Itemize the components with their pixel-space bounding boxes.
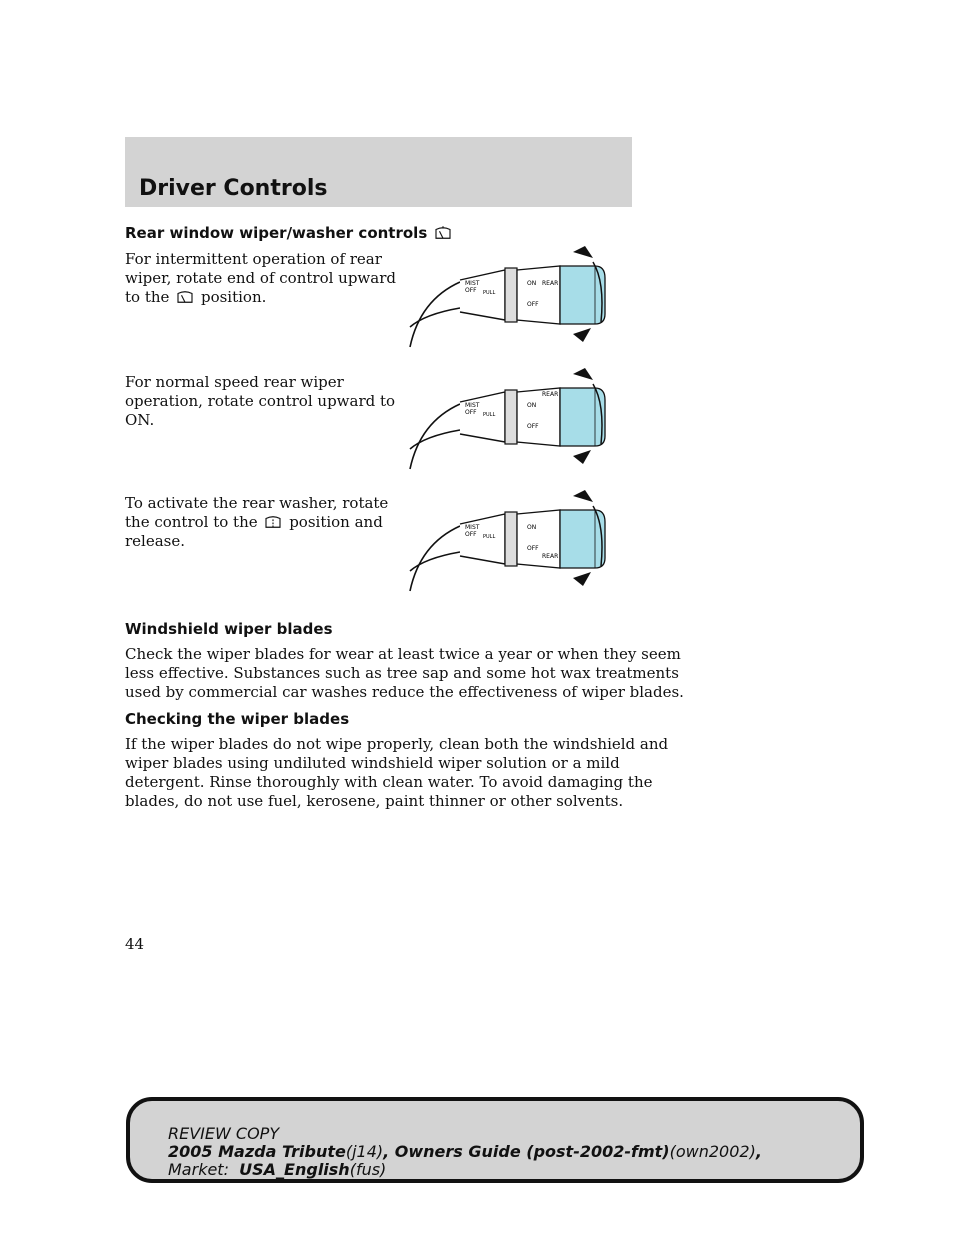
footer-document-line bbox=[168, 1143, 860, 1161]
review-copy-label: REVIEW COPY bbox=[168, 1124, 280, 1143]
text-line: wiper blades using undiluted windshield wiper solution or a mild bbox=[125, 754, 620, 772]
text-line: position and bbox=[289, 513, 383, 531]
footer-market-line bbox=[168, 1161, 860, 1179]
text-line: For normal speed rear wiper bbox=[125, 373, 344, 391]
text-line: If the wiper blades do not wipe properly, clean both the windshield and bbox=[125, 735, 669, 753]
footer-code: (j14) bbox=[345, 1142, 384, 1161]
rear-wiper-intermittent-text bbox=[125, 250, 396, 307]
rear-wiper-washer-icon bbox=[432, 226, 454, 240]
rear-wiper-normal-text bbox=[125, 373, 395, 430]
rear-wiper-heading-text: Rear window wiper/washer controls bbox=[125, 224, 428, 242]
label-rear: REAR bbox=[542, 391, 559, 398]
text-line: position. bbox=[200, 288, 267, 306]
rear-wiper-icon bbox=[174, 290, 196, 304]
label-pull: PULL bbox=[483, 290, 496, 296]
wiper-blades-text bbox=[125, 645, 684, 702]
label-mist: MIST bbox=[465, 280, 480, 287]
footer-guide: Owners Guide (post-2002-fmt) bbox=[394, 1142, 670, 1161]
page-number: 44 bbox=[125, 935, 145, 953]
label-off: OFF bbox=[465, 287, 477, 294]
rear-washer-text bbox=[125, 494, 388, 551]
text-line: to the bbox=[125, 288, 170, 306]
stalk-diagram-intermittent bbox=[405, 242, 620, 352]
text-line: wiper, rotate end of control upward bbox=[125, 269, 396, 287]
label-off2: OFF bbox=[527, 301, 539, 308]
text-line: release. bbox=[125, 532, 186, 550]
label-on: ON bbox=[527, 402, 537, 409]
label-off2: OFF bbox=[527, 423, 539, 430]
text-line: Check the wiper blades for wear at least twice a year or when they seem bbox=[125, 645, 681, 663]
review-copy-footer bbox=[126, 1097, 864, 1183]
text-line: used by commercial car washes reduce the effectiveness of wiper blades. bbox=[125, 683, 684, 701]
section-title: Driver Controls bbox=[139, 176, 328, 201]
text-line: detergent. Rinse thoroughly with clean water. To avoid damaging the bbox=[125, 773, 653, 791]
label-on: ON bbox=[527, 524, 537, 531]
footer-title: 2005 Mazda Tribute bbox=[168, 1142, 346, 1161]
footer-market-label: Market: bbox=[168, 1160, 229, 1179]
footer-guide-code: (own2002) bbox=[669, 1142, 756, 1161]
wiper-blades-heading: Windshield wiper blades bbox=[125, 620, 333, 638]
label-off: OFF bbox=[465, 531, 477, 538]
text-line: operation, rotate control upward to bbox=[125, 392, 396, 410]
text-line: the control to the bbox=[125, 513, 258, 531]
section-header-band bbox=[125, 137, 632, 207]
label-off: OFF bbox=[465, 409, 477, 416]
label-mist: MIST bbox=[465, 402, 480, 409]
text-line: To activate the rear washer, rotate bbox=[125, 494, 389, 512]
label-on: ON bbox=[527, 280, 537, 287]
footer-market-code: (fus) bbox=[349, 1160, 387, 1179]
label-mist: MIST bbox=[465, 524, 480, 531]
text-line: ON. bbox=[125, 411, 155, 429]
rear-washer-icon bbox=[262, 515, 284, 529]
text-line: less effective. Substances such as tree sap and some hot wax treatments bbox=[125, 664, 679, 682]
rear-wiper-heading bbox=[125, 224, 454, 242]
checking-blades-heading: Checking the wiper blades bbox=[125, 710, 350, 728]
label-rear: REAR bbox=[542, 553, 559, 560]
text-line: For intermittent operation of rear bbox=[125, 250, 382, 268]
stalk-diagram-washer bbox=[405, 486, 620, 596]
stalk-diagram-normal bbox=[405, 364, 620, 474]
label-pull: PULL bbox=[483, 412, 496, 418]
footer-sep: , bbox=[755, 1142, 762, 1161]
label-pull: PULL bbox=[483, 534, 496, 540]
label-off2: OFF bbox=[527, 545, 539, 552]
checking-blades-text bbox=[125, 735, 668, 811]
label-rear: REAR bbox=[542, 280, 559, 287]
footer-market: USA_English bbox=[239, 1160, 350, 1179]
footer-sep: , bbox=[383, 1142, 395, 1161]
text-line: blades, do not use fuel, kerosene, paint thinner or other solvents. bbox=[125, 792, 624, 810]
